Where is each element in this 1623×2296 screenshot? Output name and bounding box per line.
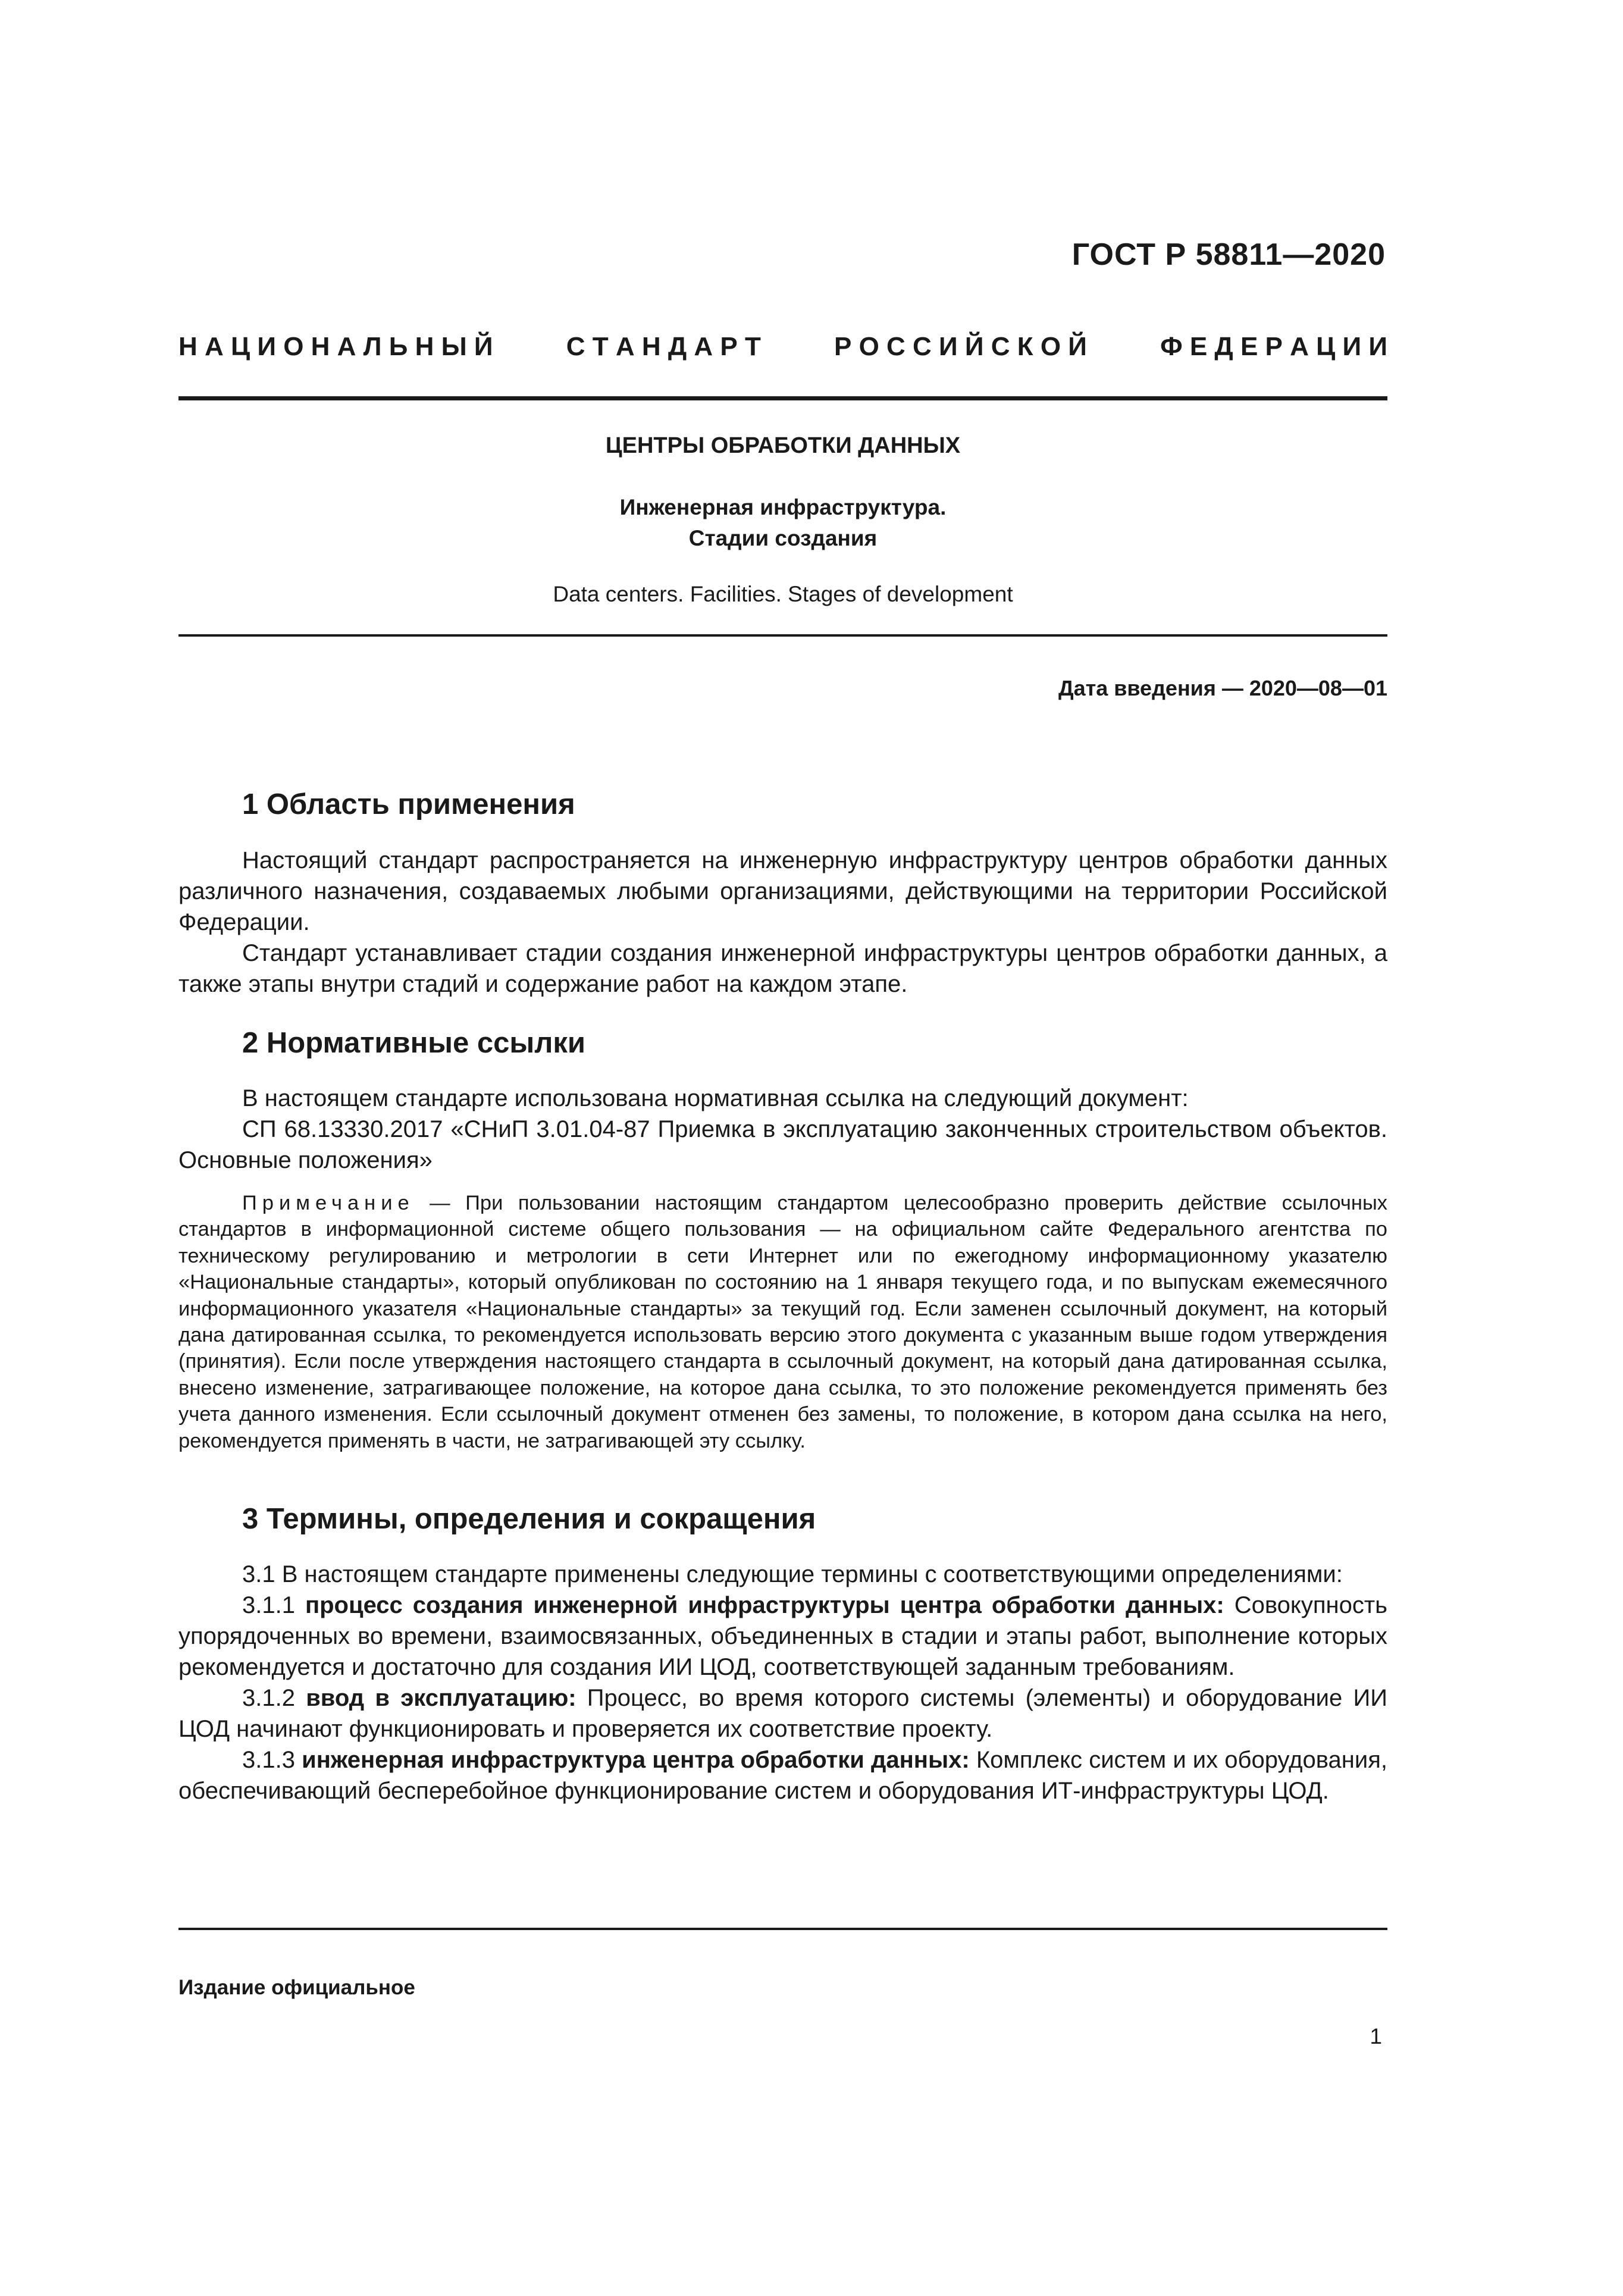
english-title: Data centers. Facilities. Stages of development: [553, 582, 1013, 606]
section-3-heading: 3 Термины, определения и сокращения: [242, 1503, 816, 1535]
term-definition: Совокупность упорядоченных во времени, взаимосвязанных, объединенных в стадии и этапы работ, выполнение которых рекомендуется и достаточно для создания ИИ ЦОД, соответствующей заданным требованиям.: [178, 1592, 1387, 1680]
term-entry: [178, 1590, 1387, 1683]
banner-word: С Т А Н Д А Р Т: [566, 332, 761, 361]
section-1-heading: 1 Область применения: [242, 788, 575, 820]
section-1-body: [178, 845, 1387, 1000]
national-standard-banner: [178, 332, 1387, 362]
edition-label: Издание официальное: [178, 1976, 415, 1999]
page-number: 1: [1370, 2024, 1382, 2048]
section-2-heading: 2 Нормативные ссылки: [242, 1027, 585, 1059]
term-definition: Процесс, во время которого системы (элементы) и оборудование ИИ ЦОД начинают функционировать и проверяется их соответствие проекту.: [178, 1685, 1387, 1742]
document-subtitle: [178, 492, 1387, 554]
term-definition: Комплекс систем и их оборудования, обеспечивающий бесперебойное функционирование систем и оборудования ИТ-инфраструктуры ЦОД.: [178, 1747, 1388, 1804]
term-name: ввод в эксплуатацию:: [306, 1685, 576, 1711]
normative-reference: СП 68.13330.2017 «СНиП 3.01.04-87 Приемка в эксплуатацию законченных строительством объектов. Основные положения»: [178, 1116, 1387, 1173]
document-title: ЦЕНТРЫ ОБРАБОТКИ ДАННЫХ: [605, 433, 961, 458]
term-entry: [178, 1683, 1387, 1744]
introduction-date: Дата введения — 2020—08—01: [1058, 676, 1387, 700]
note-text: — При пользовании настоящим стандартом целесообразно проверить действие ссылочных стандартов в информационной системе общего пользования — на официальном сайте Федерального агентства по техническому регулированию и метрологии в сети Интернет или по ежегодному информационному указателю «Национальные стандарты», который опубликован по состоянию на 1 января текущего года, и по выпускам ежемесячного информационного указателя «Национальные стандарты» за текущий год. Если заменен ссылочный документ, на который дана датированная ссылка, то рекомендуется использовать версию этого документа с указанным выше годом утверждения (принятия). Если после утверждения настоящего стандарта в ссылочный документ, на который дана датированная ссылка, внесено изменение, затрагивающее положение, на которое дана ссылка, то это положение рекомендуется применять без учета данного изменения. Если ссылочный документ отменен без замены, то положение, в котором дана ссылка на него, рекомендуется применять в части, не затрагивающей эту ссылку.: [178, 1192, 1387, 1452]
subtitle-line: Инженерная инфраструктура.: [619, 495, 947, 519]
term-number: 3.1.1: [242, 1592, 305, 1618]
banner-word: Р О С С И Й С К О Й: [834, 332, 1087, 361]
subtitle-line: Стадии создания: [688, 526, 878, 550]
term-number: 3.1.3: [242, 1747, 302, 1773]
paragraph: В настоящем стандарте использована нормативная ссылка на следующий документ:: [242, 1085, 1189, 1111]
term-number: 3.1.2: [242, 1685, 306, 1711]
title-divider: [178, 634, 1387, 637]
term-name: инженерная инфраструктура центра обработки данных:: [302, 1747, 970, 1773]
term-name: процесс создания инженерной инфраструктуры центра обработки данных:: [305, 1592, 1224, 1618]
paragraph: Настоящий стандарт распространяется на инженерную инфраструктуру центров обработки данных различного назначения, создаваемых любыми организациями, действующими на территории Российской Федерации.: [178, 847, 1387, 935]
note-label: Примечание: [242, 1192, 415, 1214]
document-number: ГОСТ Р 58811—2020: [1071, 237, 1386, 272]
banner-word: Н А Ц И О Н А Л Ь Н Ы Й: [178, 332, 493, 361]
section-3-body: [178, 1559, 1387, 1806]
footer-divider: [178, 1928, 1387, 1930]
banner-word: Ф Е Д Е Р А Ц И И: [1160, 332, 1387, 361]
note-block: [178, 1190, 1387, 1454]
top-divider: [178, 396, 1387, 400]
term-entry: [178, 1744, 1387, 1806]
paragraph: Стандарт устанавливает стадии создания инженерной инфраструктуры центров обработки данных, а также этапы внутри стадий и содержание работ на каждом этапе.: [178, 940, 1387, 997]
paragraph: 3.1 В настоящем стандарте применены следующие термины с соответствующими определениями:: [242, 1561, 1343, 1587]
section-2-body: [178, 1083, 1387, 1176]
